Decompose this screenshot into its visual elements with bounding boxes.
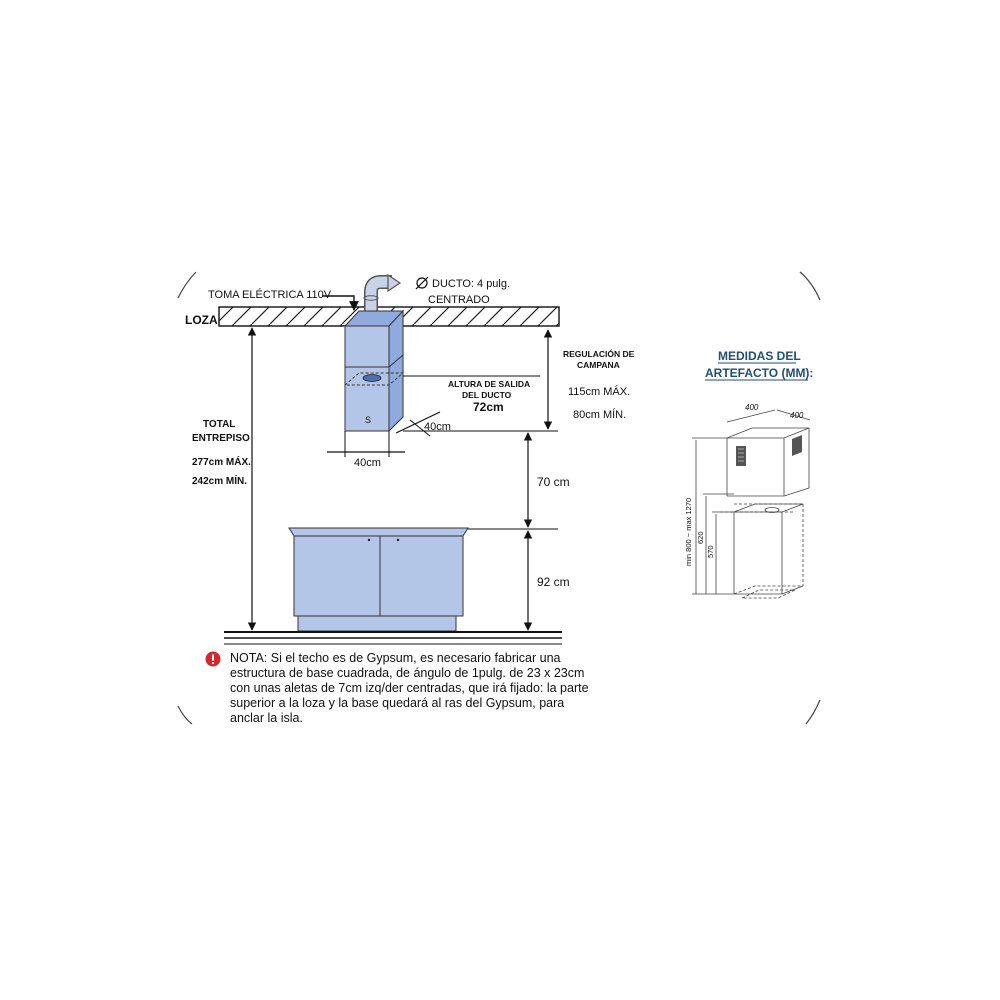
dims-title-2: ARTEFACTO (MM): <box>705 366 814 380</box>
reg-min-label: 80cm MÍN. <box>573 409 627 421</box>
dims-title-1: MEDIDAS DEL <box>718 349 801 363</box>
kitchen-island <box>289 528 468 631</box>
centrado-label: CENTRADO <box>428 294 490 306</box>
dim-top-depth: 400 <box>790 411 804 420</box>
corner-arc-tl <box>178 272 196 298</box>
artifact-sketch <box>692 410 810 598</box>
total-label-1: TOTAL <box>203 419 236 430</box>
corner-arc-tr <box>800 272 820 300</box>
loza-label: LOZA <box>185 313 218 327</box>
vent-grille-right <box>792 435 802 456</box>
hood-s-mark: S <box>365 415 372 425</box>
range-hood <box>345 311 403 431</box>
regulacion-label-2: CAMPANA <box>577 360 620 370</box>
dim-620: 620 <box>696 531 705 544</box>
altura-value: 72cm <box>473 400 504 414</box>
floor-lines <box>224 632 562 644</box>
dim-range: min 800 ~ max 1270 <box>684 497 693 566</box>
corner-arc-br <box>806 700 820 724</box>
width-label: 40cm <box>354 457 381 469</box>
gap-label: 70 cm <box>537 475 570 489</box>
vent-grille-left <box>736 446 746 466</box>
corner-arc-bl <box>178 706 192 724</box>
total-min-label: 242cm MÍN. <box>192 476 248 487</box>
regulacion-label-1: REGULACIÓN DE <box>563 349 635 359</box>
ducto-label: DUCTO: 4 pulg. <box>432 278 511 290</box>
dim-570: 570 <box>706 545 715 558</box>
total-label-2: ENTREPISO <box>192 433 250 444</box>
counter-label: 92 cm <box>537 575 570 589</box>
altura-label-2: DEL DUCTO <box>462 390 512 400</box>
gypsum-note: NOTA: Si el techo es de Gypsum, es necesario fabricar una estructura de base cuadrada, de ángulo de 1pulg. de 23 x 23cm con unas aletas de 7cm izq/der centradas, que irá fijado: la parte superior a la loza y la base quedará al ras del Gypsum, para anclar la isla. <box>230 651 589 725</box>
total-max-label: 277cm MÁX. <box>192 457 251 468</box>
depth-label: 40cm <box>424 421 451 433</box>
altura-label-1: ALTURA DE SALIDA <box>448 379 531 389</box>
reg-max-label: 115cm MÁX. <box>568 386 631 398</box>
dim-top-width: 400 <box>745 403 759 412</box>
diameter-icon <box>416 277 428 289</box>
warning-icon <box>205 651 221 667</box>
toma-label: TOMA ELÉCTRICA 110V <box>208 289 332 301</box>
